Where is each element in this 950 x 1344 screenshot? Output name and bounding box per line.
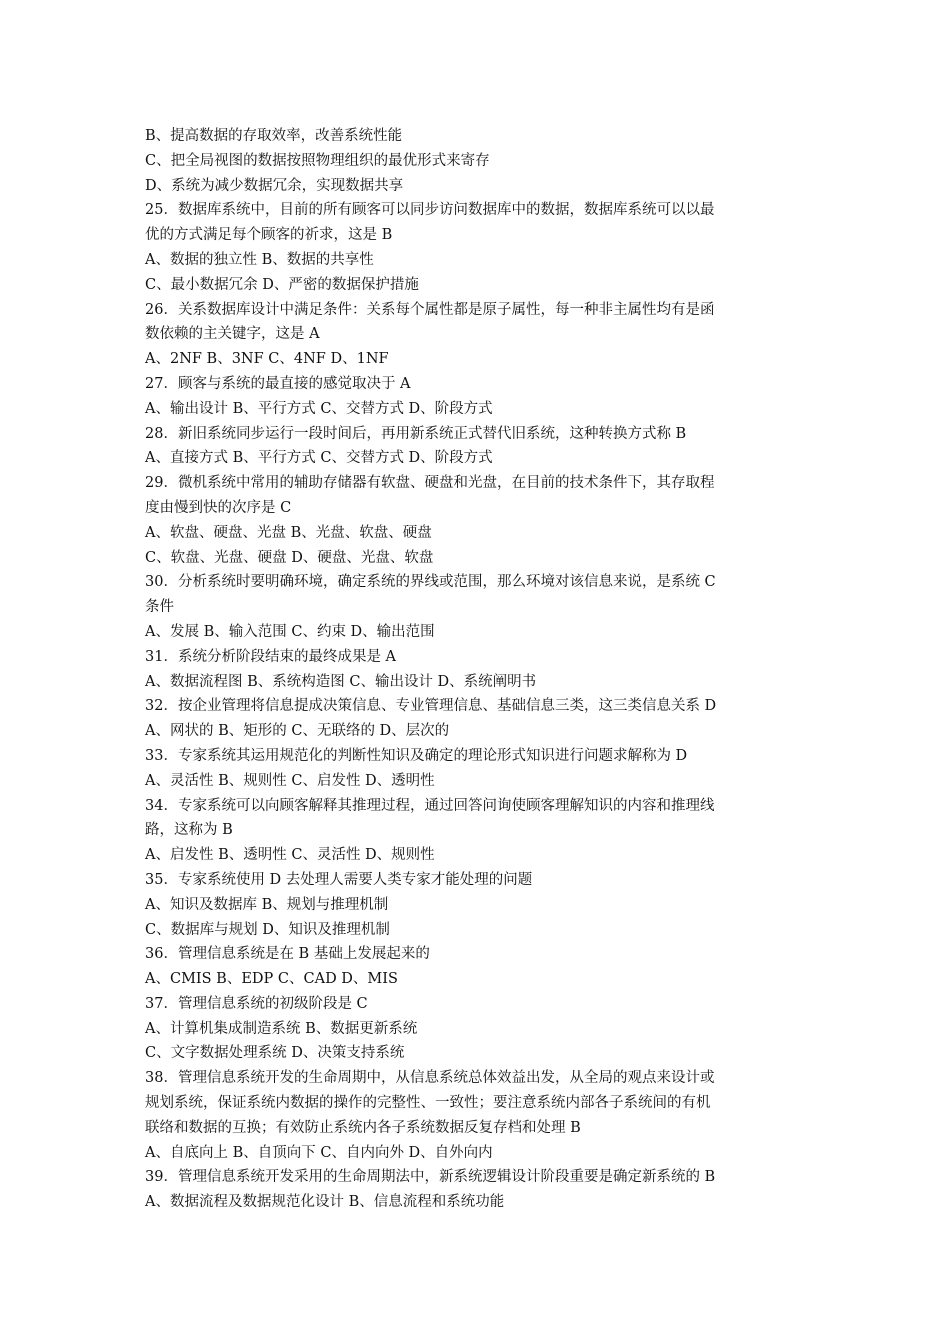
question-31-stem: 31．系统分析阶段结束的最终成果是 A xyxy=(145,648,397,665)
question-38-stem-cont: 联络和数据的互换；有效防止系统内各子系统数据反复存档和处理 B xyxy=(145,1119,581,1136)
question-35-options: C、数据库与规划 D、知识及推理机制 xyxy=(145,921,390,938)
question-31-options: A、数据流程图 B、系统构造图 C、输出设计 D、系统阐明书 xyxy=(145,673,537,690)
question-26-stem-cont: 数依赖的主关键字，这是 A xyxy=(145,326,320,343)
question-34-stem-cont: 路，这称为 B xyxy=(145,822,233,839)
document-page xyxy=(145,124,815,1215)
question-33-stem: 33．专家系统其运用规范化的判断性知识及确定的理论形式知识进行问题求解称为 D xyxy=(145,747,688,764)
question-29-stem-cont: 度由慢到快的次序是 C xyxy=(145,499,292,516)
question-30-options: A、发展 B、输入范围 C、约束 D、输出范围 xyxy=(145,623,435,640)
question-38-options: A、自底向上 B、自顶向下 C、自内向外 D、自外向内 xyxy=(145,1144,493,1161)
question-25-stem-cont: 优的方式满足每个顾客的祈求，这是 B xyxy=(145,227,393,244)
question-28-stem: 28．新旧系统同步运行一段时间后，再用新系统正式替代旧系统，这种转换方式称 B xyxy=(145,425,687,442)
question-29-options: C、软盘、光盘、硬盘 D、硬盘、光盘、软盘 xyxy=(145,549,434,566)
question-39-stem: 39．管理信息系统开发采用的生命周期法中，新系统逻辑设计阶段重要是确定新系统的 B xyxy=(145,1169,716,1186)
question-27-options: A、输出设计 B、平行方式 C、交替方式 D、阶段方式 xyxy=(145,400,493,417)
question-37-stem: 37．管理信息系统的初级阶段是 C xyxy=(145,995,368,1012)
question-38-stem: 38．管理信息系统开发的生命周期中，从信息系统总体效益出发，从全局的观点来设计或 xyxy=(145,1070,715,1087)
question-27-stem: 27．顾客与系统的最直接的感觉取决于 A xyxy=(145,375,411,392)
question-38-stem-cont: 规划系统，保证系统内数据的操作的完整性、一致性；要注意系统内部各子系统间的有机 xyxy=(145,1095,711,1112)
question-29-options: A、软盘、硬盘、光盘 B、光盘、软盘、硬盘 xyxy=(145,524,432,541)
question-29-stem: 29．微机系统中常用的辅助存储器有软盘、硬盘和光盘，在目前的技术条件下，其存取程 xyxy=(145,475,715,492)
question-26-stem: 26．关系数据库设计中满足条件：关系每个属性都是原子属性，每一种非主属性均有是函 xyxy=(145,301,715,318)
question-36-stem: 36．管理信息系统是在 B 基础上发展起来的 xyxy=(145,946,430,963)
question-33-options: A、灵活性 B、规则性 C、启发性 D、透明性 xyxy=(145,772,435,789)
question-39-options: A、数据流程及数据规范化设计 B、信息流程和系统功能 xyxy=(145,1194,505,1211)
question-37-options: C、文字数据处理系统 D、决策支持系统 xyxy=(145,1045,405,1062)
question-30-stem: 30．分析系统时要明确环境，确定系统的界线或范围，那么环境对该信息来说，是系统 C xyxy=(145,574,716,591)
question-34-stem: 34．专家系统可以向顾客解释其推理过程，通过回答问询使顾客理解知识的内容和推理线 xyxy=(145,797,715,814)
question-32-options: A、网状的 B、矩形的 C、无联络的 D、层次的 xyxy=(145,723,450,740)
question-25-options: A、数据的独立性 B、数据的共享性 xyxy=(145,251,374,268)
question-35-options: A、知识及数据库 B、规划与推理机制 xyxy=(145,896,389,913)
question-30-stem-cont: 条件 xyxy=(145,599,174,616)
question-37-options: A、计算机集成制造系统 B、数据更新系统 xyxy=(145,1020,418,1037)
question-35-stem: 35．专家系统使用 D 去处理人需要人类专家才能处理的问题 xyxy=(145,871,533,888)
question-25-stem: 25．数据库系统中，目前的所有顾客可以同步访问数据库中的数据，数据库系统可以以最 xyxy=(145,202,715,219)
question-36-options: A、CMIS B、EDP C、CAD D、MIS xyxy=(145,971,398,988)
text-line: B、提高数据的存取效率，改善系统性能 xyxy=(145,128,403,144)
question-26-options: A、2NF B、3NF C、4NF D、1NF xyxy=(145,351,389,368)
question-25-options: C、最小数据冗余 D、严密的数据保护措施 xyxy=(145,276,419,293)
question-34-options: A、启发性 B、透明性 C、灵活性 D、规则性 xyxy=(145,847,435,864)
text-line: C、把全局视图的数据按照物理组织的最优形式来寄存 xyxy=(145,152,490,169)
question-32-stem: 32．按企业管理将信息提成决策信息、专业管理信息、基础信息三类，这三类信息关系 D xyxy=(145,698,717,715)
question-28-options: A、直接方式 B、平行方式 C、交替方式 D、阶段方式 xyxy=(145,450,493,467)
text-line: D、系统为减少数据冗余，实现数据共享 xyxy=(145,177,404,194)
